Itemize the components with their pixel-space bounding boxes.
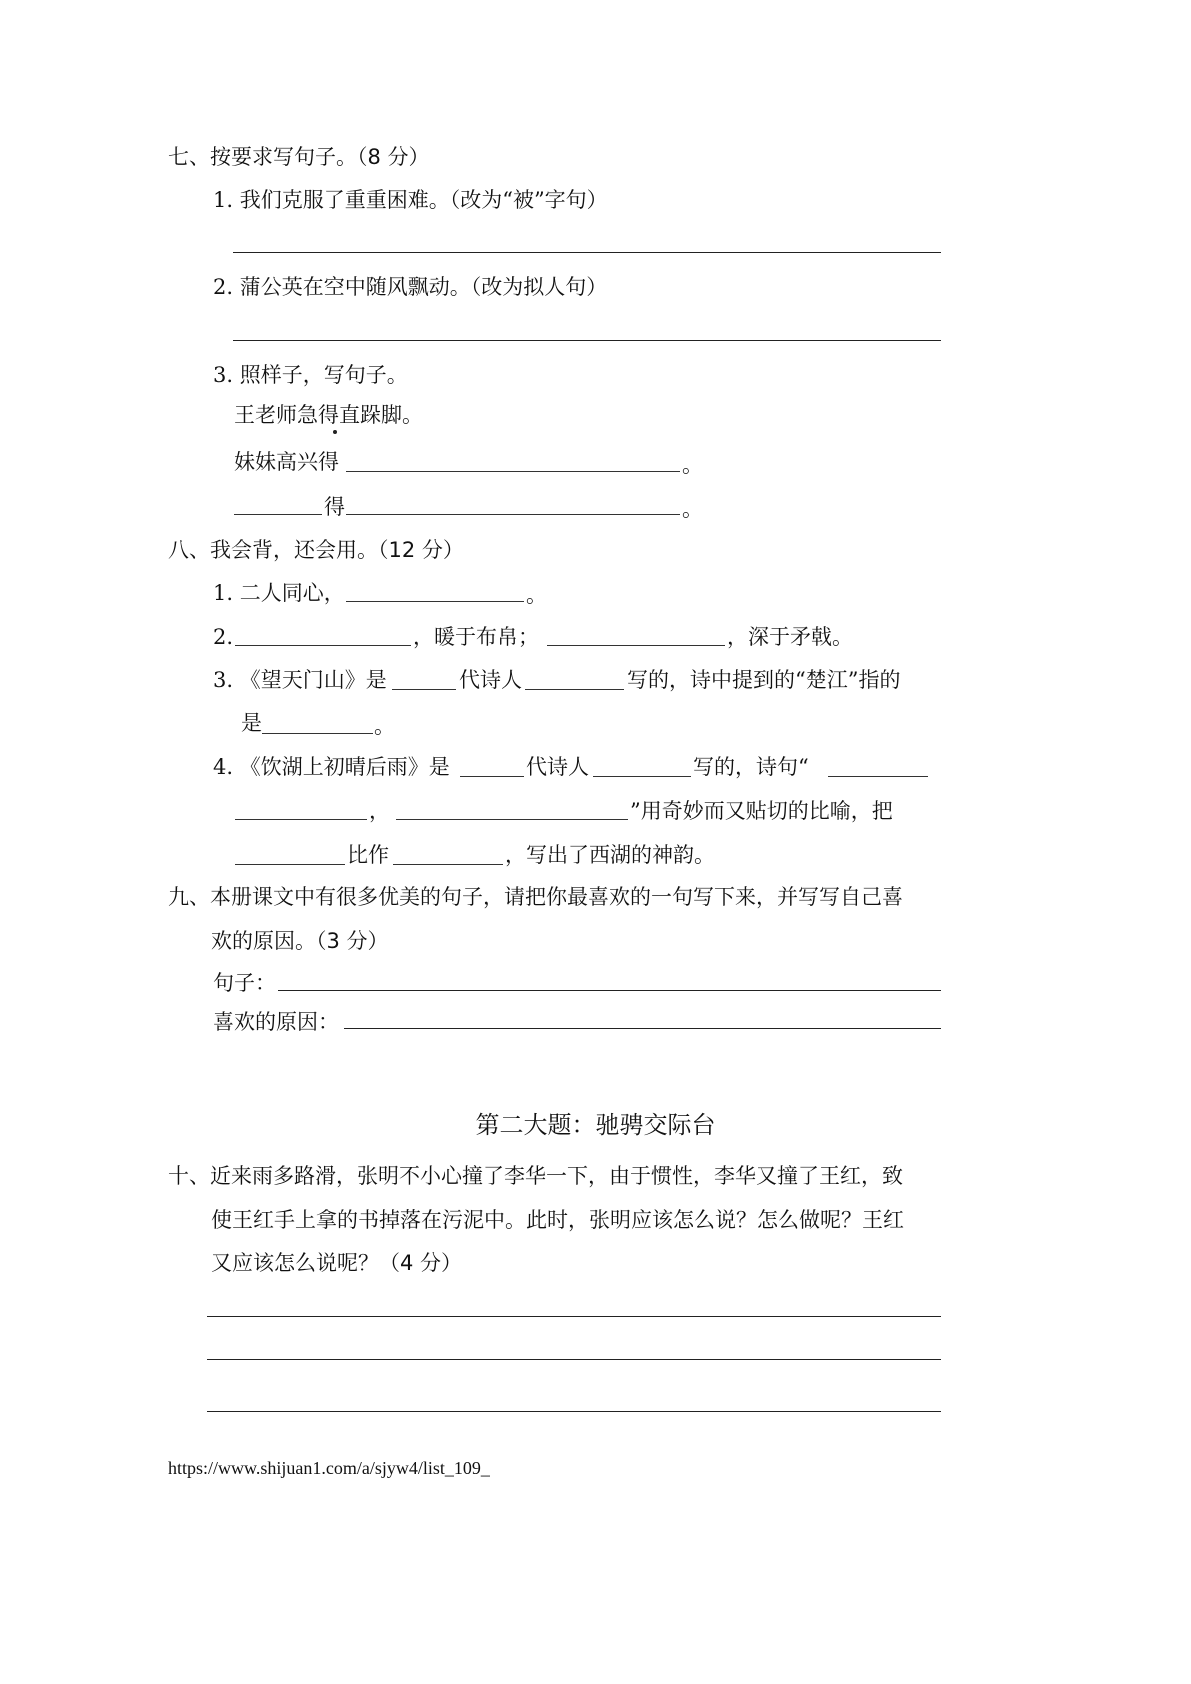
question-8-3-c: 写的，诗中提到的“楚江”指的 bbox=[627, 668, 901, 692]
section-10-line-3: 又应该怎么说呢？（4 分） bbox=[211, 1251, 463, 1275]
question-7-2: 2. 蒲公英在空中随风飘动。（改为拟人句） bbox=[213, 275, 608, 299]
section-9-title-line-1: 九、本册课文中有很多优美的句子，请把你最喜欢的一句写下来，并写写自己喜 bbox=[168, 885, 903, 909]
fill-blank-8-1[interactable] bbox=[346, 601, 524, 602]
fill-blank-8-3-dynasty[interactable] bbox=[392, 689, 456, 690]
example-sentence: 王老师急得直跺脚。 bbox=[234, 403, 423, 427]
comma: ， bbox=[369, 799, 390, 823]
answer-line-7-2[interactable] bbox=[233, 340, 941, 341]
section-10-line-1: 十、近来雨多路滑，张明不小心撞了李华一下，由于惯性，李华又撞了王红，致 bbox=[168, 1164, 903, 1188]
fill-blank-8-4-object[interactable] bbox=[235, 864, 345, 865]
fill-blank-8-4-metaphor[interactable] bbox=[393, 864, 503, 865]
sentence-label: 句子： bbox=[213, 971, 276, 995]
question-8-4-f: ，写出了西湖的神韵。 bbox=[505, 843, 715, 867]
fill-line-a-prefix: 妹妹高兴得 bbox=[234, 450, 339, 474]
period: 。 bbox=[682, 453, 703, 477]
question-8-2-a: ，暖于布帛； bbox=[413, 625, 539, 649]
fill-blank-8-4-poet[interactable] bbox=[593, 776, 691, 777]
fill-blank-8-3-poet[interactable] bbox=[525, 689, 624, 690]
answer-line-10-1[interactable] bbox=[207, 1316, 941, 1317]
question-8-4-c: 写的，诗句“ bbox=[693, 755, 809, 779]
fill-line-b-mid: 得 bbox=[324, 495, 345, 519]
question-8-3-d: 是 bbox=[241, 711, 262, 735]
fill-blank-8-4-verse-1b[interactable] bbox=[235, 819, 367, 820]
answer-line-reason[interactable] bbox=[344, 1028, 941, 1029]
fill-blank-8-4-verse-2[interactable] bbox=[396, 819, 628, 820]
question-7-3: 3. 照样子，写句子。 bbox=[213, 363, 408, 387]
answer-line-10-2[interactable] bbox=[207, 1359, 941, 1360]
fill-blank-8-4-dynasty[interactable] bbox=[460, 776, 524, 777]
fill-blank-8-2-a[interactable] bbox=[235, 645, 411, 646]
question-8-4-e: 比作 bbox=[347, 843, 389, 867]
question-8-3-a: 3. 《望天门山》是 bbox=[213, 668, 387, 692]
answer-line-10-3[interactable] bbox=[207, 1411, 941, 1412]
answer-line-7-1[interactable] bbox=[233, 252, 941, 253]
question-8-1: 1. 二人同心， bbox=[213, 581, 345, 605]
question-8-4-a: 4. 《饮湖上初晴后雨》是 bbox=[213, 755, 450, 779]
section-10-line-2: 使王红手上拿的书掉落在污泥中。此时，张明应该怎么说？怎么做呢？王红 bbox=[211, 1208, 904, 1232]
fill-blank-8-4-verse-1a[interactable] bbox=[828, 776, 928, 777]
question-7-1: 1. 我们克服了重重困难。（改为“被”字句） bbox=[213, 188, 608, 212]
fill-blank-8-2-b[interactable] bbox=[547, 645, 725, 646]
part-2-heading: 第二大题：驰骋交际台 bbox=[475, 1111, 716, 1139]
question-8-2-b: ，深于矛戟。 bbox=[727, 625, 853, 649]
section-7-title: 七、按要求写句子。（8 分） bbox=[168, 145, 430, 169]
period: 。 bbox=[374, 714, 395, 738]
section-9-title-line-2: 欢的原因。（3 分） bbox=[211, 929, 389, 953]
fill-blank-7-3-a[interactable] bbox=[346, 471, 680, 472]
question-8-4-d: ”用奇妙而又贴切的比喻，把 bbox=[630, 799, 893, 823]
fill-blank-7-3-b2[interactable] bbox=[346, 514, 680, 515]
period: 。 bbox=[682, 497, 703, 521]
reason-label: 喜欢的原因： bbox=[213, 1010, 339, 1034]
question-8-4-b: 代诗人 bbox=[526, 755, 589, 779]
fill-blank-7-3-b1[interactable] bbox=[234, 514, 322, 515]
answer-line-sentence[interactable] bbox=[278, 990, 941, 991]
emphasis-dot bbox=[333, 430, 337, 434]
period: 。 bbox=[526, 583, 547, 607]
question-8-2-num: 2. bbox=[213, 625, 234, 649]
question-8-3-b: 代诗人 bbox=[459, 668, 522, 692]
footer-url[interactable]: https://www.shijuan1.com/a/sjyw4/list_109_ bbox=[168, 1458, 490, 1478]
section-8-title: 八、我会背，还会用。（12 分） bbox=[168, 538, 464, 562]
fill-blank-8-3-river[interactable] bbox=[262, 733, 373, 734]
